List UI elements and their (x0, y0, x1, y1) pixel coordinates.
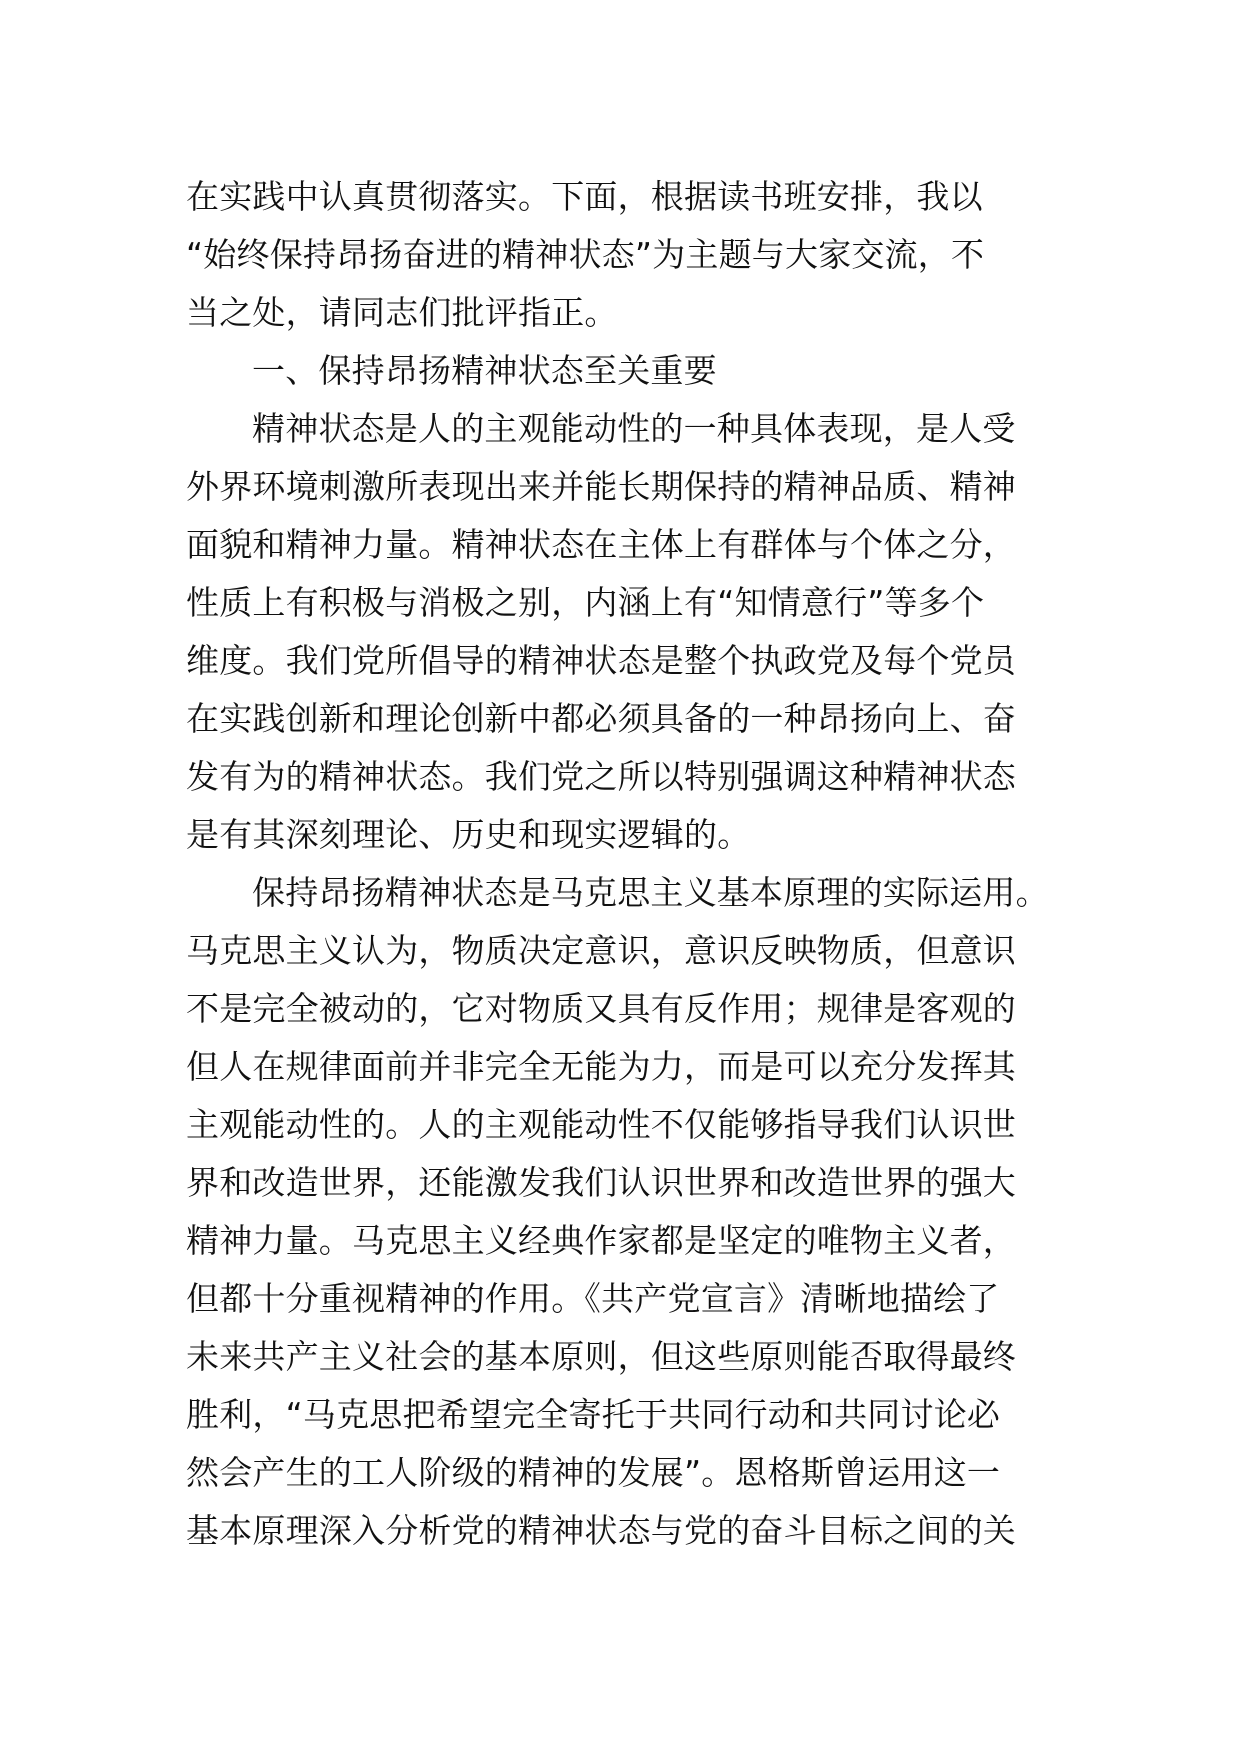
text-line: 当之处，请同志们批评指正。 (186, 293, 618, 332)
text-line: 是有其深刻理论、历史和现实逻辑的。 (186, 815, 751, 854)
section-heading: 一、保持昂扬精神状态至关重要 (252, 351, 717, 390)
text-line: 不是完全被动的，它对物质又具有反作用；规律是客观的 (186, 989, 1016, 1028)
text-line: 胜利，“马克思把希望完全寄托于共同行动和共同讨论必 (186, 1395, 1001, 1434)
text-line: 发有为的精神状态。我们党之所以特别强调这种精神状态 (186, 757, 1016, 796)
text-line: 但人在规律面前并非完全无能为力，而是可以充分发挥其 (186, 1047, 1016, 1086)
text-line: 界和改造世界，还能激发我们认识世界和改造世界的强大 (186, 1163, 1016, 1202)
text-line: 基本原理深入分析党的精神状态与党的奋斗目标之间的关 (186, 1511, 1016, 1550)
text-line: 面貌和精神力量。精神状态在主体上有群体与个体之分， (186, 525, 1016, 564)
text-line: 精神状态是人的主观能动性的一种具体表现，是人受 (252, 409, 1016, 448)
text-line: 未来共产主义社会的基本原则，但这些原则能否取得最终 (186, 1337, 1016, 1376)
text-line: 马克思主义认为，物质决定意识，意识反映物质，但意识 (186, 931, 1016, 970)
text-line: 在实践中认真贯彻落实。下面，根据读书班安排，我以 (186, 177, 983, 216)
text-line: 在实践创新和理论创新中都必须具备的一种昂扬向上、奋 (186, 699, 1016, 738)
text-line: 但都十分重视精神的作用。《共产党宣言》清晰地描绘了 (186, 1279, 1000, 1318)
text-line: 保持昂扬精神状态是马克思主义基本原理的实际运用。 (252, 873, 1049, 912)
text-line: 然会产生的工人阶级的精神的发展”。恩格斯曾运用这一 (186, 1453, 1001, 1492)
text-line: 精神力量。马克思主义经典作家都是坚定的唯物主义者， (186, 1221, 1016, 1260)
text-line: 外界环境刺激所表现出来并能长期保持的精神品质、精神 (186, 467, 1016, 506)
body-text (186, 168, 1086, 1560)
text-line: 主观能动性的。人的主观能动性不仅能够指导我们认识世 (186, 1105, 1016, 1144)
text-line: “始终保持昂扬奋进的精神状态”为主题与大家交流，不 (186, 235, 985, 274)
text-line: 维度。我们党所倡导的精神状态是整个执政党及每个党员 (186, 641, 1016, 680)
text-line: 性质上有积极与消极之别，内涵上有“知情意行”等多个 (186, 583, 985, 622)
